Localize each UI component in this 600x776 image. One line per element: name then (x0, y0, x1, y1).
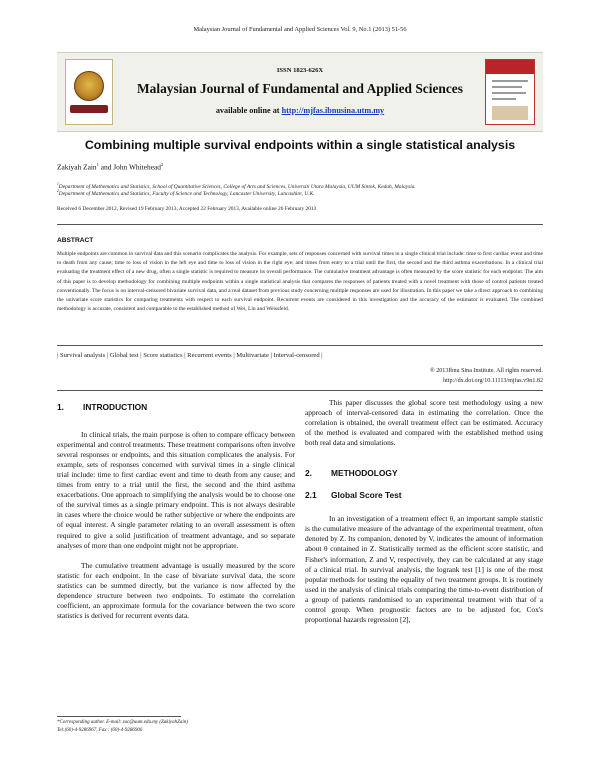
section-number: 2. (305, 468, 312, 479)
section-heading (57, 402, 295, 412)
affiliation-sup: 1 (57, 182, 59, 186)
copyright-line: ® 2013Ibnu Sina Institute. All rights reserved. (430, 368, 543, 374)
section-heading (305, 468, 543, 478)
cover-header-bar (486, 60, 534, 74)
spacer (305, 448, 543, 468)
affiliation-text: Department of Mathematics and Statistics, School of Quantitative Sciences, College of Arts and Sciences, Universiti Utara Malaysia, UUM Sintok, Kedah, Malaysia. (58, 183, 416, 190)
divider (57, 224, 543, 225)
section-title: METHODOLOGY (331, 468, 398, 479)
section-number: 1. (57, 402, 64, 412)
issn: ISSN 1823-626X (276, 67, 324, 74)
paragraph: In clinical trials, the main purpose is often to compare efficacy between experimental and control treatments. These treatment comparisons often involve several responses or endpoints, and this situation complicates the analysis. For example, sets of responses concerned with survival times in a single clinical trial include: time to first cardiac event and time to death from any cause; and times from entry to a trial until the first, the second and the third asthma exacerbations. One approach to simplifying the analysis would be to choose one of the survival times as a single primary endpoint. This is not always desirable in cases where the choice would be rather subjective or where the endpoints are of equal interest. A single parameter relating to an overall assessment is often required to give a solid justification of treatment advantage, and so separate analyses of more than one endpoint might not be appropriate. (57, 430, 295, 550)
left-column (57, 398, 295, 621)
section-title: INTRODUCTION (83, 402, 148, 412)
subsection-number: 2.1 (305, 490, 317, 501)
paragraph: In an investigation of a treatment effect θ, an important sample statistic is the cumulative measure of the advantage of the experimental treatment, often denoted by Z. Its companion, denoted by V, indicates the amount of information about θ contained in Z. Statistically termed as the efficient score statistic, and Fisher's information, Z and V, respectively, they can be calculated at any stage of a clinical trial. In survival analysis, the logrank test [1] is one of the most popular methods for testing the equality of two treatment groups. It is routinely used in the analysis of clinical trials comparing the time-to-event distribution of a group of patients randomised to an experimental treatment with that of a control group. When prognostic factors are to be adjusted for, Cox's proportional hazards regression [2], (305, 514, 543, 624)
footnote (57, 719, 188, 735)
journal-name: Malaysian Journal of Fundamental and Applied Sciences (137, 81, 463, 96)
divider (57, 345, 543, 346)
subsection-title: Global Score Test (331, 490, 402, 501)
author-affil-sup: 2 (160, 162, 164, 167)
author-name: John Whitehead (113, 162, 161, 172)
copyright-block (57, 366, 543, 386)
author-name: Zakiyah Zain (57, 162, 97, 172)
right-column (305, 398, 543, 625)
footnote-line: Tel:(60)-4-9286967, Fax : (60)-4-9286906 (57, 728, 143, 733)
affiliation-sup: 2 (57, 189, 59, 193)
paragraph: This paper discusses the global score test methodology using a new approach of interval-censored data in estimating the correlation. Once the correlation is obtained, the overall treatment effect can be estimated. Accuracy of the method is evaluated and compared with the established method using both real data and simulations. (305, 398, 543, 448)
abstract-text: Multiple endpoints are common in survival data and this scenario complicates the analysis. For example, sets of responses concerned with survival times in a single clinical trial include: time to first cardiac event and time to death from any cause; time to loss of vision in the left eye and time to loss of vision in the right eye; and times from entry to a trial until the first, the second and the third asthma exacerbations. In a clinical trial evaluating the treatment effect of a new drug, often a single statistic is required to measure its overall performance. The cumulative treatment advantage is often measured by the score statistic for each endpoint. The aim of this paper is to develop methodology for combining multiple endpoints within a single statistical analysis that compares the responses of patients treated with a novel treatment with those of control patients treated conventionally. The focus is on interval-censored bivariate survival data, and a real dataset from previous study concerning multiple responses are used for illustration. In this paper we take a direct approach to combining the univariate score statistics for comparing treatments with respect to each survival endpoint. Recurrent events are considered in this investigation and the accuracy of the estimator is evaluated. The combined methodology is accurate, consistent and comparable to the established method of Wei, Lin and Weissfeld. (57, 251, 543, 313)
divider (57, 390, 543, 391)
cover-text-line (492, 80, 528, 82)
journal-banner (57, 52, 543, 132)
footnote-line: *Corresponding author. E-mail: zac@uum.edu.my (ZakiyahZain) (57, 720, 188, 725)
journal-cover-thumbnail (485, 59, 535, 125)
footnote-rule (57, 716, 181, 717)
affiliation (57, 189, 315, 197)
paragraph: The cumulative treatment advantage is usually measured by the score statistic for each endpoint. In the case of bivariate survival data, the score statistics can be summed directly, but the variance is now affected by the dependence structure between two endpoints. To estimate the correlation coefficient, an approximate formula for the covariance between the two score statistics is derived for recurrent events data. (57, 560, 295, 620)
cover-text-line (492, 86, 522, 88)
running-head: Malaysian Journal of Fundamental and Applied Sciences Vol. 9, No.1 (2013) 51-56 (193, 26, 407, 33)
cover-text-line (492, 92, 526, 94)
doi-link[interactable]: http://dx.doi.org/10.11113/mjfas.v9n1.82 (443, 378, 543, 384)
cover-text-line (492, 98, 516, 100)
online-availability (57, 106, 543, 115)
publication-dates: Received 6 December 2012, Revised 19 February 2013, Accepted 22 February 2013, Available online 26 February 2013 (57, 206, 317, 212)
author-joiner: and (98, 162, 114, 172)
paper-title: Combining multiple survival endpoints within a single statistical analysis (84, 138, 516, 152)
author-list (57, 162, 163, 171)
journal-url-link[interactable]: http://mjfas.ibnusina.utm.my (281, 106, 385, 115)
online-prefix: available online at (215, 106, 280, 115)
subsection-heading (305, 490, 543, 500)
keywords: | Survival analysis | Global test | Score statistics | Recurrent events | Multivariate | Interval-censored | (57, 352, 323, 359)
cover-image-block (492, 106, 528, 120)
affiliation-text: Department of Mathematics and Statistics, Faculty of Science and Technology, Lancaster University, Lancashire, U.K. (58, 190, 315, 197)
author-affil-sup: 1 (96, 162, 99, 167)
abstract-heading: ABSTRACT (57, 237, 94, 244)
